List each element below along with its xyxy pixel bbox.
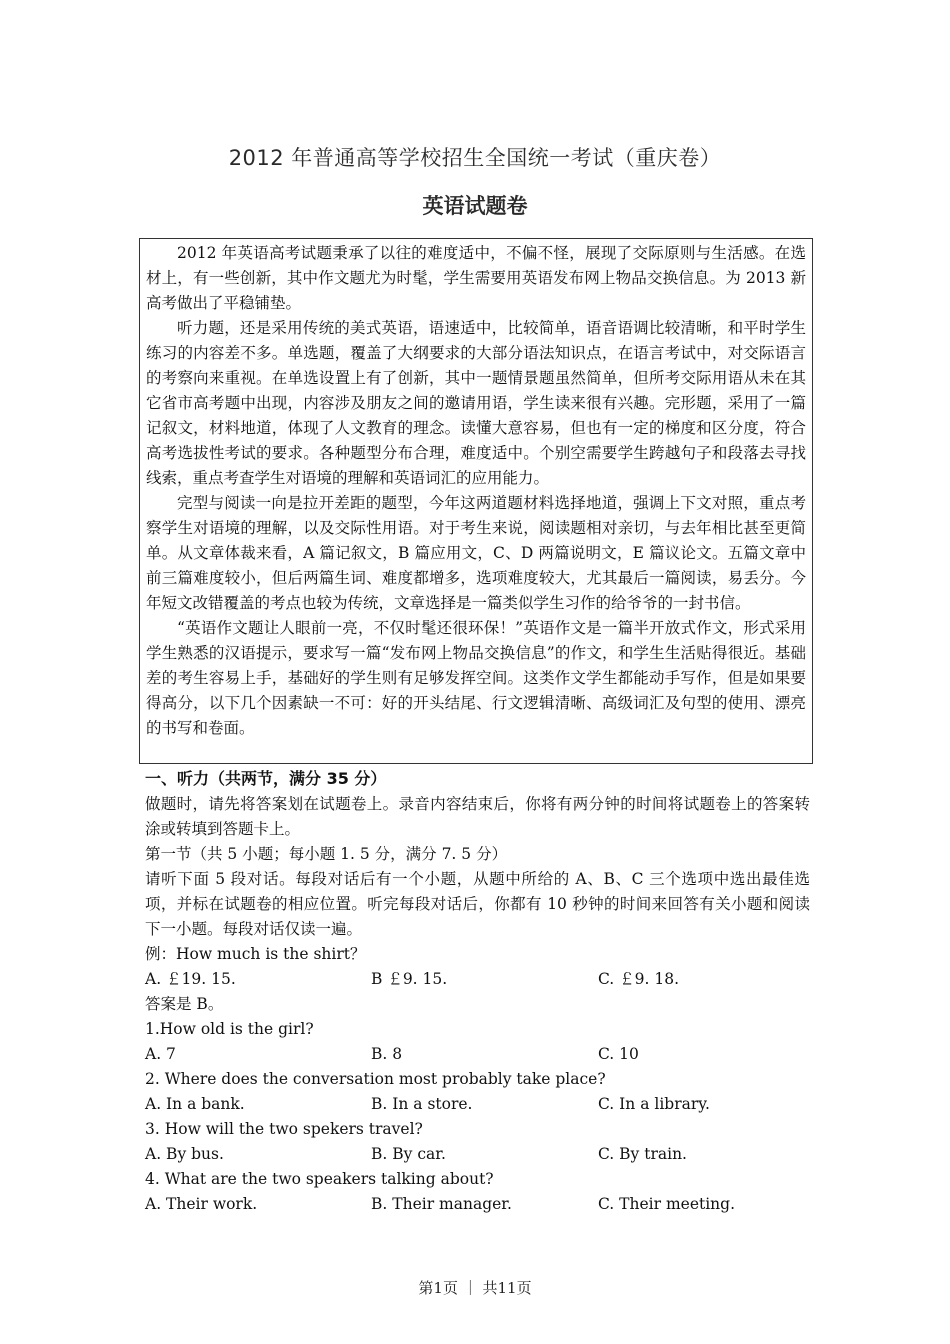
option-a: A. In a bank. [145,1095,245,1113]
question-4: 4. What are the two speakers talking about? [145,1170,494,1188]
instructions: 做题时，请先将答案划在试题卷上。录音内容结束后，你将有两分钟的时间将试题卷上的答案转涂或转填到答题卡上。 [145,795,810,838]
option-b: B. In a store. [371,1095,473,1113]
listening-section [145,766,810,1217]
example-answer: 答案是 B。 [145,995,224,1013]
option-c: C. 10 [598,1045,639,1063]
option-b: B ￡9. 15. [371,970,448,988]
option-b: B. 8 [371,1045,403,1063]
exam-subtitle: 英语试题卷 [422,194,528,218]
question-3: 3. How will the two spekers travel? [145,1120,423,1138]
option-b: B. Their manager. [371,1195,512,1213]
page-footer: 第1页 ｜ 共11页 [418,1279,532,1297]
question-2-options [145,1092,810,1117]
summary-paragraph: “英语作文题让人眼前一亮，不仅时髦还很环保！”英语作文是一篇半开放式作文，形式采用学生熟悉的汉语提示，要求写一篇“发布网上物品交换信息”的作文，和学生生活贴得很近。基础差的考生容易上手，基础好的学生则有足够发挥空间。这类作文学生都能动手写作，但是如果要得高分，以下几个因素缺一不可：好的开头结尾、行文逻辑清晰、高级词汇及句型的使用、漂亮的书写和卷面。 [146,619,806,737]
example-question: 例：How much is the shirt？ [145,945,366,963]
option-a: A. Their work. [145,1195,258,1213]
option-a: A. ￡19. 15. [145,970,236,988]
option-c: C. ￡9. 18. [598,970,680,988]
option-a: A. 7 [145,1045,176,1063]
summary-paragraph: 听力题，还是采用传统的美式英语，语速适中，比较简单，语音语调比较清晰，和平时学生练习的内容差不多。单选题，覆盖了大纲要求的大部分语法知识点，在语言考试中，对交际语言的考察向来重视。在单选设置上有了创新，其中一题情景题虽然简单，但所考交际用语从未在其它省市高考题中出现，内容涉及朋友之间的邀请用语，学生读来很有兴趣。完形题，采用了一篇记叙文，材料地道，体现了人文教育的理念。读懂大意容易，但也有一定的梯度和区分度，符合高考选拔性考试的要求。各种题型分布合理，难度适中。个别空需要学生跨越句子和段落去寻找线索，重点考查学生对语境的理解和英语词汇的应用能力。 [146,319,806,487]
option-c: C. In a library. [598,1095,710,1113]
option-c: C. By train. [598,1145,687,1163]
option-c: C. Their meeting. [598,1195,736,1213]
summary-box [139,238,813,764]
section1-description: 请听下面 5 段对话。每段对话后有一个小题，从题中所给的 A、B、C 三个选项中选出最佳选项，并标在试题卷的相应位置。听完每段对话后，你都有 10 秒钟的时间来回答有关小题和阅读下一小题。每段对话仅读一遍。 [145,870,810,938]
exam-title: 2012 年普通高等学校招生全国统一考试（重庆卷） [228,146,722,170]
example-options [145,967,810,992]
question-3-options [145,1142,810,1167]
question-1: 1.How old is the girl? [145,1020,314,1038]
summary-paragraph: 完型与阅读一向是拉开差距的题型，今年这两道题材料选择地道，强调上下文对照，重点考察学生对语境的理解，以及交际性用语。对于考生来说，阅读题相对亲切，与去年相比甚至更简单。从文章体裁来看，A 篇记叙文，B 篇应用文，C、D 两篇说明文，E 篇议论文。五篇文章中前三篇难度较小，但后两篇生词、难度都增多，选项难度较大，尤其最后一篇阅读，易丢分。今年短文改错覆盖的考点也较为传统，文章选择是一篇类似学生习作的给爷爷的一封书信。 [146,494,806,612]
option-a: A. By bus. [145,1145,224,1163]
question-1-options [145,1042,810,1067]
section1-title: 第一节（共 5 小题；每小题 1. 5 分，满分 7. 5 分） [145,845,508,863]
question-4-options [145,1192,810,1217]
summary-paragraph: 2012 年英语高考试题秉承了以往的难度适中，不偏不怪，展现了交际原则与生活感。在选材上，有一些创新，其中作文题尤为时髦，学生需要用英语发布网上物品交换信息。为 2013 新高考做出了平稳铺垫。 [146,244,806,312]
option-b: B. By car. [371,1145,446,1163]
question-2: 2. Where does the conversation most probably take place? [145,1070,606,1088]
section-heading: 一、听力（共两节，满分 35 分） [145,769,387,788]
